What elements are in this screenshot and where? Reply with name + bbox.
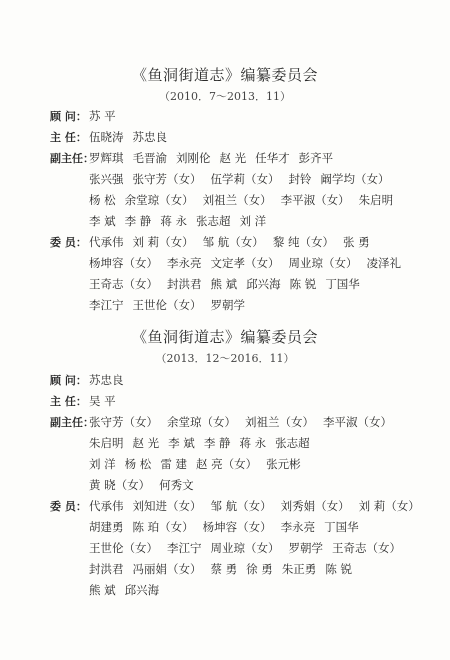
committee-heading <box>0 66 450 104</box>
member-name: 杨坤容（女） <box>202 520 272 534</box>
member-name: 李江宁 <box>89 298 124 312</box>
member-name: 徐 勇 <box>246 562 273 576</box>
member-name: 蔡 勇 <box>210 562 238 576</box>
member-name: 苏 平 <box>89 109 116 123</box>
member-name: 李平淑（女） <box>280 193 350 207</box>
member-name: 刘秀娟（女） <box>280 499 350 513</box>
member-name: 王世伦（女） <box>132 298 202 312</box>
member-name: 李 斌 <box>89 214 116 228</box>
member-row <box>50 584 168 597</box>
member-name: 陈 锐 <box>325 562 352 576</box>
member-name: 李 静 <box>124 214 152 228</box>
member-name: 张守芳（女） <box>89 415 158 429</box>
member-row <box>50 458 310 471</box>
member-name: 李永亮 <box>167 256 202 270</box>
member-name: 朱启明 <box>89 436 124 450</box>
member-name: 刘 洋 <box>89 457 116 471</box>
role-label: 副主任： <box>50 416 94 429</box>
member-row <box>50 500 429 513</box>
committee-period: （2010．7～2013．11） <box>159 90 291 103</box>
member-row <box>50 110 125 123</box>
member-row <box>50 416 401 429</box>
member-name: 张志超 <box>195 214 231 228</box>
member-name: 冯丽娟（女） <box>132 562 202 576</box>
member-name: 王奇志（女） <box>332 541 401 555</box>
member-row <box>50 215 275 228</box>
member-row <box>50 194 402 207</box>
member-name: 丁国华 <box>325 277 360 291</box>
member-name: 张兴强 <box>89 172 124 186</box>
member-row <box>50 173 399 186</box>
member-row <box>50 278 369 291</box>
member-row <box>50 479 203 492</box>
member-row <box>50 542 410 555</box>
member-row <box>50 299 254 312</box>
member-name: 朱正勇 <box>281 562 317 576</box>
member-name: 刘 洋 <box>239 214 267 228</box>
member-row <box>50 521 368 534</box>
member-name: 何秀文 <box>159 478 194 492</box>
committee-title: 《鱼洞街道志》编纂委员会 <box>131 66 318 84</box>
member-name: 罗朝学 <box>210 298 245 312</box>
role-label: 委 员： <box>50 236 87 249</box>
member-name: 熊 斌 <box>210 277 238 291</box>
member-name: 苏忠良 <box>132 130 167 144</box>
member-name: 余堂琼（女） <box>167 415 236 429</box>
member-name: 彭齐平 <box>298 151 334 165</box>
member-row <box>50 395 125 408</box>
committee-period: （2013．12～2016．11） <box>155 352 295 365</box>
member-name: 赵 光 <box>132 436 160 450</box>
member-name: 李 斌 <box>168 436 195 450</box>
member-name: 邹 航（女） <box>202 235 264 249</box>
member-name: 伍晓涛 <box>89 130 124 144</box>
member-row <box>50 257 410 270</box>
member-name: 任华才 <box>255 151 290 165</box>
member-name: 封铃 <box>288 172 312 186</box>
member-name: 余堂琼（女） <box>124 193 194 207</box>
member-row <box>50 437 319 450</box>
role-label: 副主任： <box>50 152 94 165</box>
member-name: 邱兴海 <box>124 583 160 597</box>
member-name: 张守芳（女） <box>132 172 202 186</box>
member-name: 王世伦（女） <box>89 541 158 555</box>
member-name: 陈 珀（女） <box>132 520 194 534</box>
member-name: 刘 莉（女） <box>358 499 420 513</box>
member-name: 代承伟 <box>89 235 124 249</box>
member-name: 陈 锐 <box>289 277 317 291</box>
role-label: 顾 问： <box>50 374 87 387</box>
member-name: 邱兴海 <box>246 277 281 291</box>
member-row <box>50 131 176 144</box>
member-name: 黎 纯（女） <box>272 235 334 249</box>
member-name: 刘 莉（女） <box>132 235 194 249</box>
member-row <box>50 374 133 387</box>
member-name: 邹 航（女） <box>210 499 272 513</box>
member-name: 代承伟 <box>89 499 124 513</box>
role-label: 顾 问： <box>50 110 87 123</box>
member-name: 王奇志（女） <box>89 277 158 291</box>
member-name: 刘祖兰（女） <box>202 193 272 207</box>
member-name: 苏忠良 <box>89 373 124 387</box>
member-row <box>50 152 342 165</box>
member-row <box>50 563 361 576</box>
member-name: 张志超 <box>275 436 310 450</box>
member-name: 胡建勇 <box>89 520 124 534</box>
member-name: 杨 松 <box>124 457 152 471</box>
member-name: 刘刚伦 <box>176 151 211 165</box>
member-name: 蒋 永 <box>239 436 267 450</box>
member-name: 杨 松 <box>89 193 116 207</box>
member-name: 周业琼（女） <box>288 256 358 270</box>
member-name: 杨坤容（女） <box>89 256 158 270</box>
member-name: 罗朝学 <box>288 541 323 555</box>
member-name: 阚学均（女） <box>320 172 390 186</box>
member-name: 朱启明 <box>358 193 394 207</box>
member-name: 周业琼（女） <box>210 541 280 555</box>
member-name: 李江宁 <box>167 541 202 555</box>
member-name: 熊 斌 <box>89 583 116 597</box>
member-name: 封洪君 <box>89 562 124 576</box>
member-name: 文定孝（女） <box>210 256 280 270</box>
member-name: 李永亮 <box>280 520 316 534</box>
member-name: 张 勇 <box>342 235 370 249</box>
member-name: 蒋 永 <box>160 214 187 228</box>
committee-heading <box>0 328 450 366</box>
member-name: 张元彬 <box>266 457 301 471</box>
member-name: 刘知进（女） <box>132 499 202 513</box>
member-name: 黄 晓（女） <box>89 478 151 492</box>
member-name: 李 静 <box>203 436 231 450</box>
committee-title: 《鱼洞街道志》编纂委员会 <box>131 328 318 346</box>
member-name: 刘祖兰（女） <box>245 415 314 429</box>
member-name: 李平淑（女） <box>323 415 392 429</box>
member-name: 雷 建 <box>160 457 187 471</box>
role-label: 主 任： <box>50 395 87 408</box>
member-name: 罗辉琪 <box>89 151 124 165</box>
member-name: 赵 光 <box>219 151 247 165</box>
member-name: 毛晋渝 <box>132 151 167 165</box>
member-name: 丁国华 <box>324 520 359 534</box>
role-label: 主 任： <box>50 131 87 144</box>
member-row <box>50 236 379 249</box>
member-name: 赵 亮（女） <box>195 457 258 471</box>
member-name: 封洪君 <box>167 277 202 291</box>
member-name: 吴 平 <box>89 394 116 408</box>
role-label: 委 员： <box>50 500 87 513</box>
member-name: 伍学莉（女） <box>210 172 280 186</box>
member-name: 凌泽礼 <box>366 256 401 270</box>
